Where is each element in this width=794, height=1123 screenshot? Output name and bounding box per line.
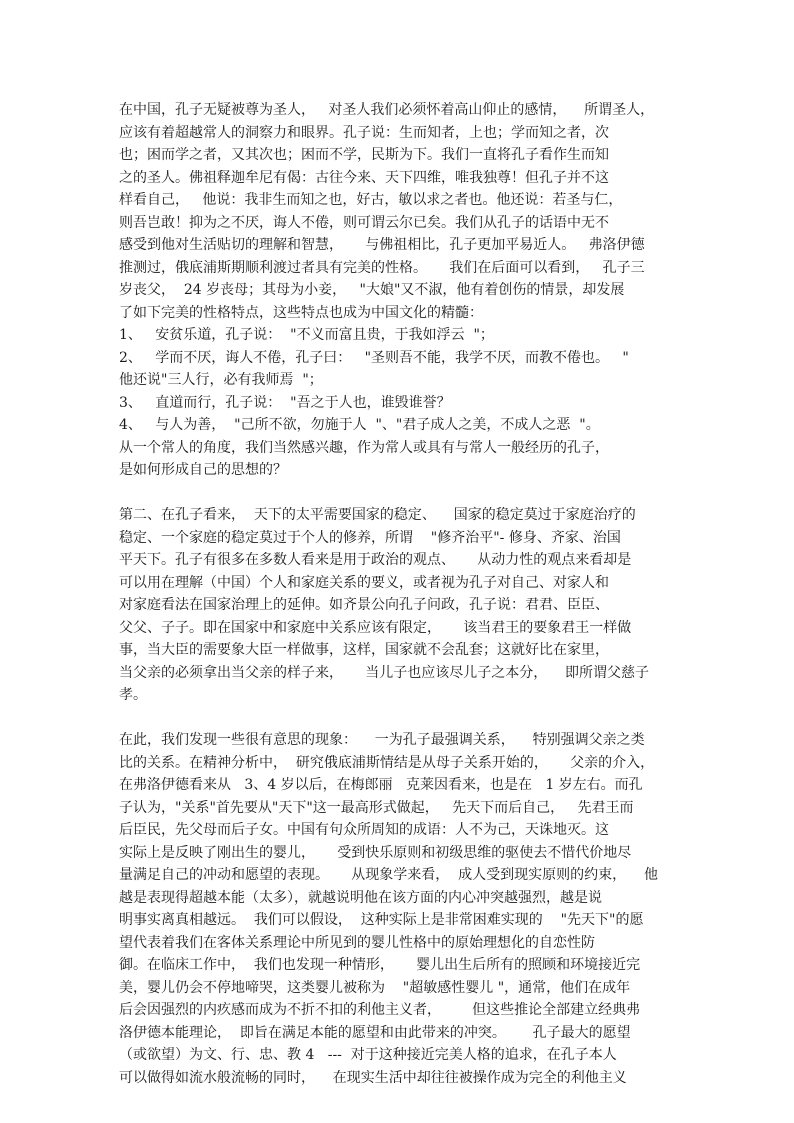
paragraph-2 xyxy=(119,504,679,707)
text-line: 第二、在孔子看来， 天下的太平需要国家的稳定、 国家的稳定莫过于家庭治疗的 xyxy=(119,507,636,523)
text-line: 量满足自己的冲动和愿望的表现。 从现象学来看， 成人受到现实原则的约束， 他 xyxy=(119,867,658,883)
text-line: 实际上是反映了刚出生的婴儿， 受到快乐原则和初级思维的驱使去不惜代价地尽 xyxy=(119,844,632,861)
text-line: 后臣民，先父母而后子女。中国有句众所周知的成语：人不为己，天诛地灭。这 xyxy=(119,822,609,838)
text-line: 对家庭看法在国家治理上的延伸。如齐景公向孔子问政，孔子说：君君、臣臣、 xyxy=(119,597,609,613)
text-line: 比的关系。在精神分析中， 研究俄底浦斯情结是从母子关系开始的， 父亲的介入， xyxy=(119,754,655,771)
text-line: 可以做得如流水般流畅的同时， 在现实生活中却往往被操作成为完全的利他主义 xyxy=(119,1069,627,1086)
paragraph-3 xyxy=(119,729,679,1089)
text-line: 稳定、一个家庭的稳定莫过于个人的修养，所谓 "修齐治平"- 修身、齐家、治国 xyxy=(119,529,621,546)
text-line: 在弗洛伊德看来从 3、4 岁以后，在梅郎丽 克莱因看来，也是在 1 岁左右。而孔 xyxy=(119,777,643,793)
text-line: 之的圣人。佛祖释迦牟尼有偈：古往今来、天下四维，唯我独尊！但孔子并不这 xyxy=(119,169,609,186)
text-line: 从一个常人的角度，我们当然感兴趣，作为常人或具有与常人一般经历的孔子， xyxy=(119,439,609,456)
text-line: 子认为，"关系"首先要从"天下"这一最高形式做起， 先天下而后自己， 先君王而 xyxy=(119,799,634,816)
text-line: 是如何形成自己的思想的？ xyxy=(119,462,287,478)
text-line: 明事实离真相越远。 我们可以假设， 这种实际上是非常困难实现的 "先天下"的愿 xyxy=(119,912,644,928)
text-line: 推测过，俄底浦斯期顺利渡过者具有完美的性格。 我们在后面可以看到， 孔子三 xyxy=(119,259,645,276)
text-line: 父父、子子。即在国家中和家庭中关系应该有限定， 该当君王的要象君王一样做 xyxy=(119,619,632,636)
text-line: 2、 学而不厌，诲人不倦，孔子曰： "圣则吾不能，我学不厌，而教不倦也。 " xyxy=(119,349,629,366)
text-line: 4、 与人为善， "己所不欲，勿施于人 "、"君子成人之美，不成人之恶 "。 xyxy=(119,417,600,433)
text-line: 3、 直道而行，孔子说： "吾之于人也，谁毁谁誉？ xyxy=(119,394,451,411)
text-line: 当父亲的必须拿出当父亲的样子来， 当儿子也应该尽儿子之本分， 即所谓父慈子 xyxy=(119,664,650,681)
text-line: 后会因强烈的内疚感而成为不折不扣的利他主义者， 但这些推论全部建立经典弗 xyxy=(119,1002,641,1018)
text-line: 美，婴儿仍会不停地啼哭，这类婴儿被称为 "超敏感性婴儿 "，通常，他们在成年 xyxy=(119,979,631,996)
text-line: 在中国，孔子无疑被尊为圣人， 对圣人我们必须怀着高山仰止的感情， 所谓圣人， xyxy=(119,102,655,118)
text-line: 则吾岂敢！抑为之不厌，诲人不倦，则可谓云尔已矣。我们从孔子的话语中无不 xyxy=(119,214,609,231)
text-line: 事，当大臣的需要象大臣一样做事，这样，国家就不会乱套；这就好比在家里， xyxy=(119,642,609,658)
paragraph-gap xyxy=(119,482,679,505)
paragraph-1 xyxy=(119,99,679,482)
paragraph-gap xyxy=(119,707,679,730)
text-line: 平天下。孔子有很多在多数人看来是用于政治的观点、 从动力性的观点来看却是 xyxy=(119,552,632,568)
text-line: 了如下完美的性格特点，这些特点也成为中国文化的精髓： xyxy=(119,304,483,321)
text-line: 孝。 xyxy=(119,687,147,703)
text-line: 御。在临床工作中， 我们也发现一种情形， 婴儿出生后所有的照顾和环境接近完 xyxy=(119,957,641,973)
text-line: 他还说"三人行，必有我师焉 "； xyxy=(119,372,323,388)
text-line: 感受到他对生活贴切的理解和智慧， 与佛祖相比，孔子更加平易近人。 弗洛伊德 xyxy=(119,237,645,253)
document-page xyxy=(119,99,679,1089)
text-line: 可以用在理解（中国）个人和家庭关系的要义，或者视为孔子对自己、对家人和 xyxy=(119,574,609,591)
text-line: 岁丧父， 24 岁丧母；其母为小妾， "大娘"又不淑，他有着创伤的情景，却发展 xyxy=(119,282,625,298)
text-line: 1、 安贫乐道，孔子说： "不义而富且贵，于我如浮云 "； xyxy=(119,327,494,343)
text-line: 应该有着超越常人的洞察力和眼界。孔子说：生而知者，上也；学而知之者，次 xyxy=(119,124,609,141)
text-line: 洛伊德本能理论， 即旨在满足本能的愿望和由此带来的冲突。 孔子最大的愿望 xyxy=(119,1024,631,1041)
text-line: 也；困而学之者，又其次也；困而不学，民斯为下。我们一直将孔子看作生而知 xyxy=(119,147,609,163)
text-line: 越是表现得超越本能（太多），就越说明他在该方面的内心冲突越强烈，越是说 xyxy=(119,889,602,906)
text-line: （或欲望）为文、行、忠、教 4 --- 对于这种接近完美人格的追求，在孔子本人 xyxy=(119,1047,617,1063)
text-line: 样看自己， 他说：我非生而知之也，好古，敏以求之者也。他还说：若圣与仁， xyxy=(119,192,623,208)
text-line: 在此，我们发现一些很有意思的现象： 一为孔子最强调关系， 特别强调父亲之类 xyxy=(119,732,645,748)
text-line: 望代表着我们在客体关系理论中所见到的婴儿性格中的原始理想化的自恋性防 xyxy=(119,934,595,951)
